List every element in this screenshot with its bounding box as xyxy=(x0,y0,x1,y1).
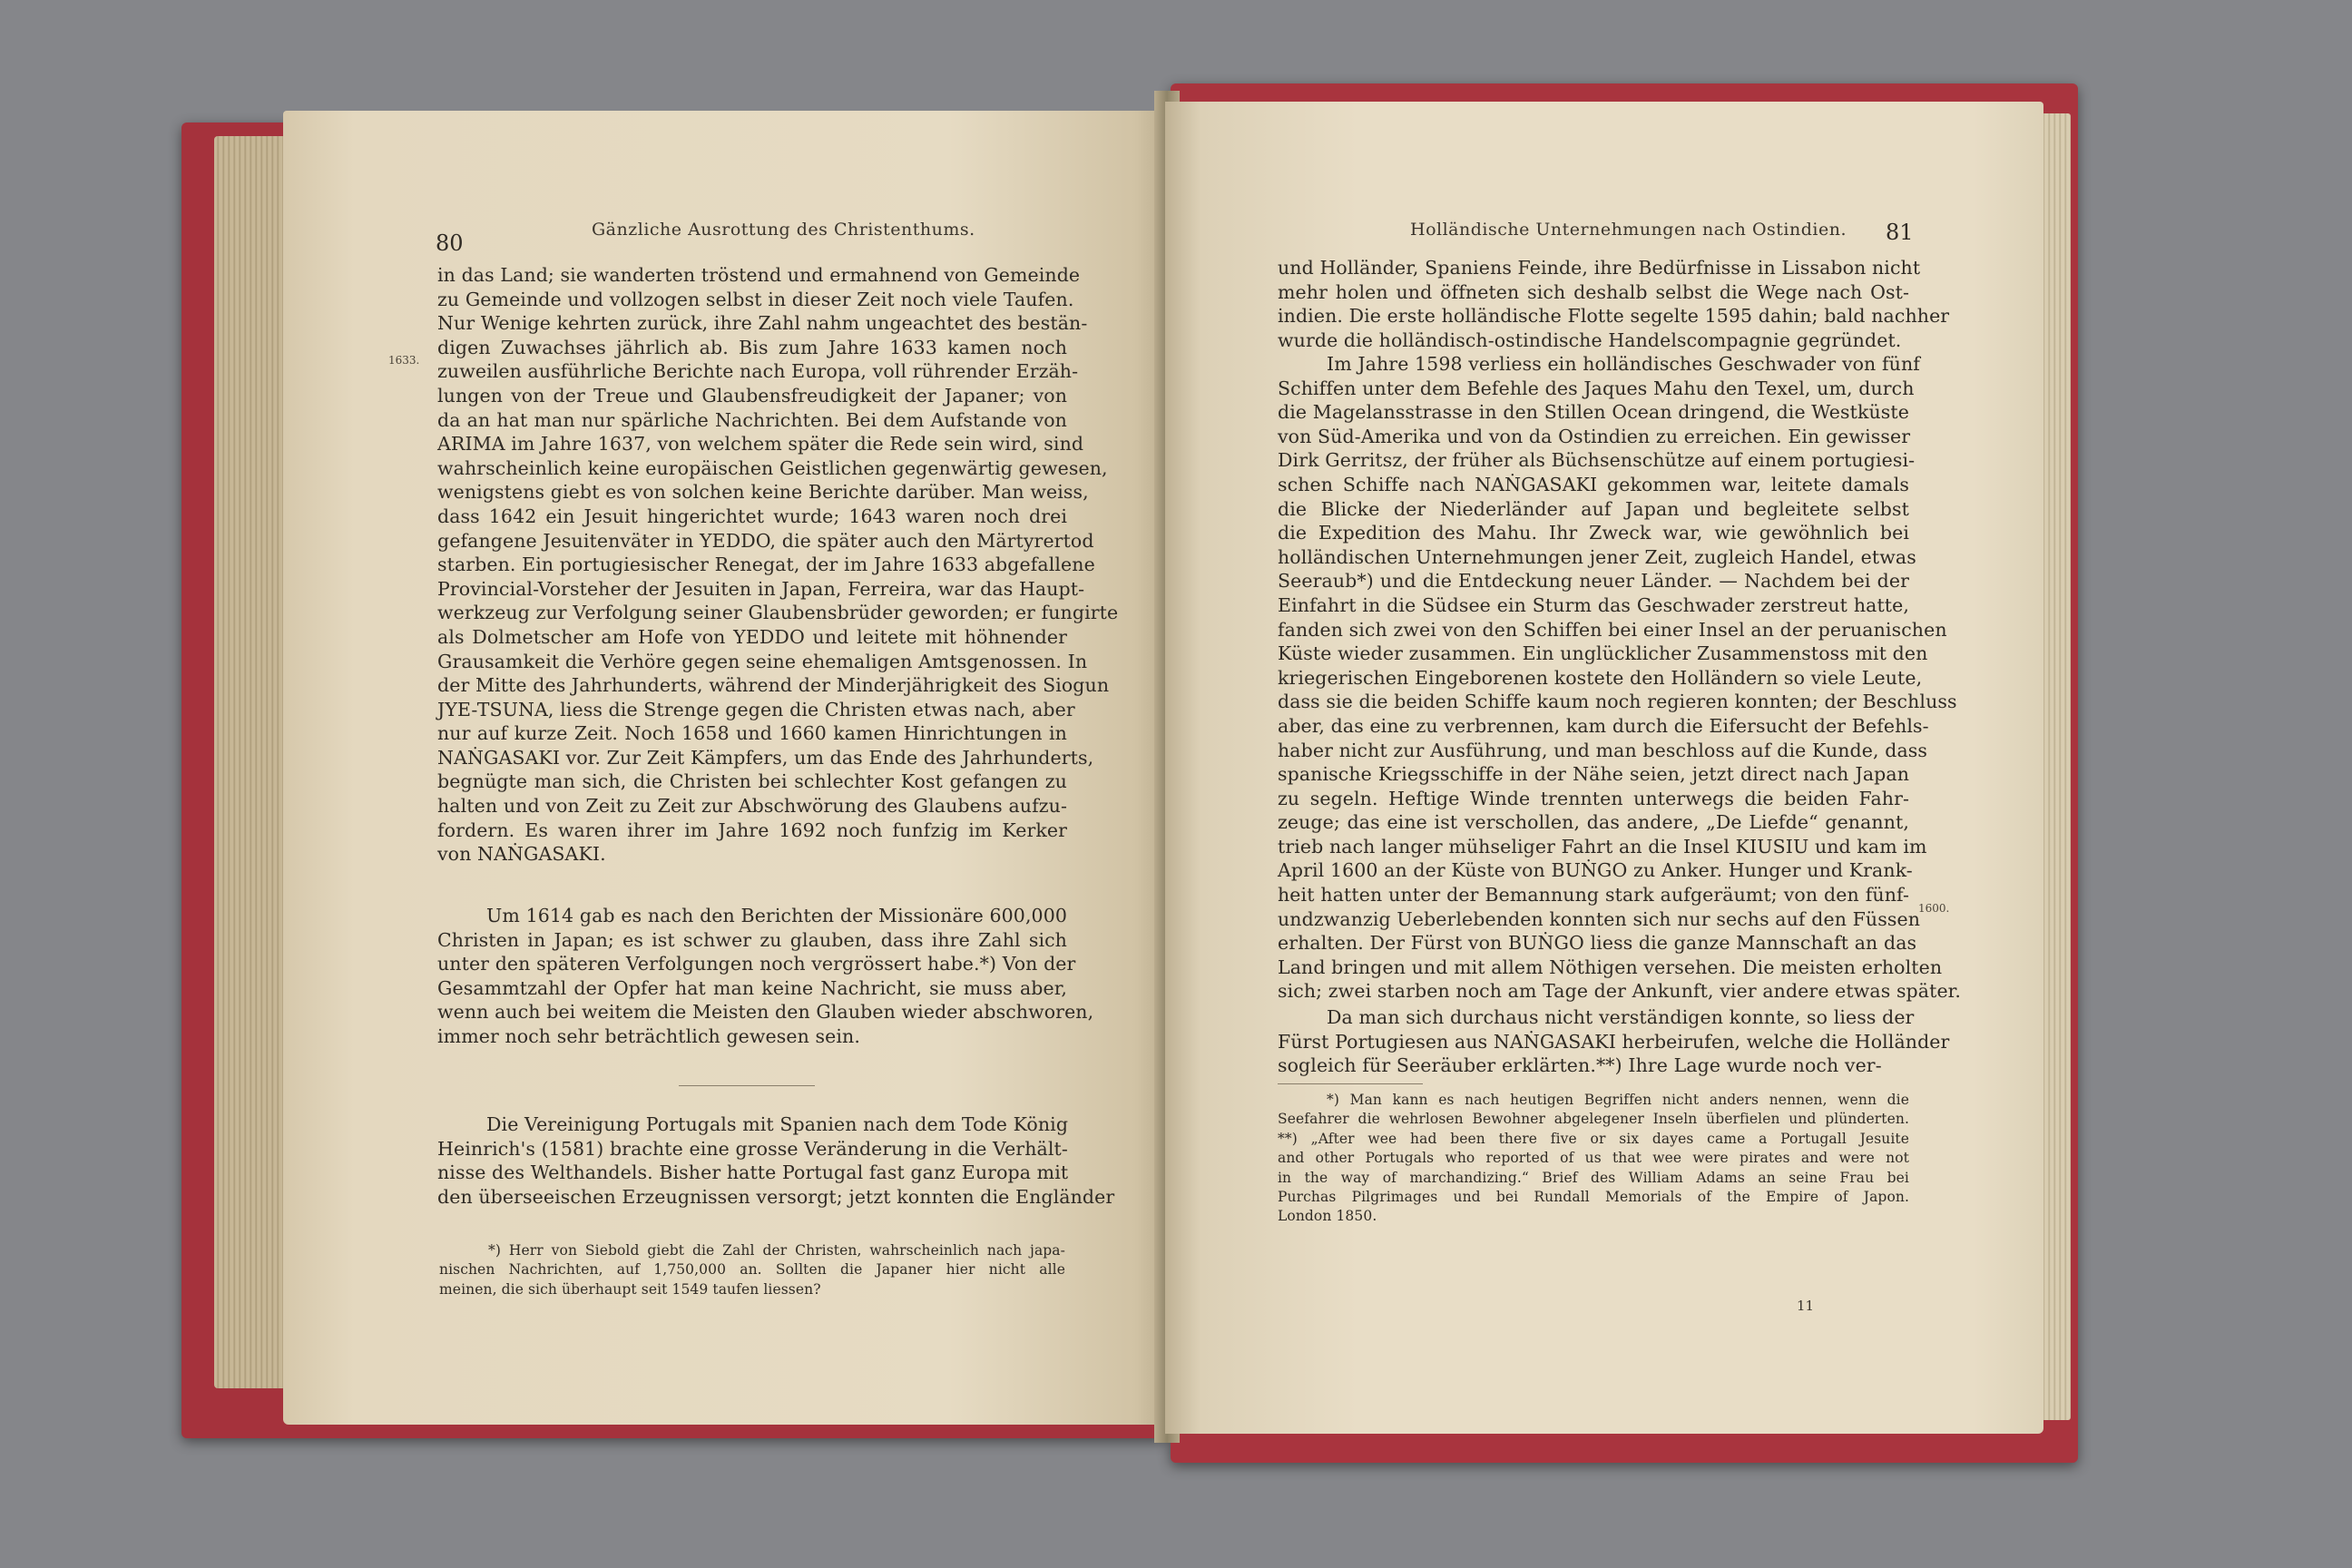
text-line: Einfahrt in die Südsee ein Sturm das Geschwader zerstreut hatte, xyxy=(1278,593,1909,616)
text-line: Christen in Japan; es ist schwer zu glauben, dass ihre Zahl sich xyxy=(437,928,1067,951)
text-line: dass 1642 ein Jesuit hingerichtet wurde; 1643 waren noch drei xyxy=(437,505,1067,527)
page-number: 80 xyxy=(436,230,464,256)
text-line: begnügte man sich, die Christen bei schlechter Kost gefangen zu xyxy=(437,770,1067,793)
text-line: indien. Die erste holländische Flotte segelte 1595 dahin; bald nachher xyxy=(1278,305,1950,328)
text-line: immer noch sehr beträchtlich gewesen sein. xyxy=(437,1024,860,1047)
text-line: meinen, die sich überhaupt seit 1549 taufen liessen? xyxy=(439,1280,821,1298)
text-line: fanden sich zwei von den Schiffen bei einer Insel an der peruanischen xyxy=(1278,618,1947,641)
text-line: Provincial-Vorsteher der Jesuiten in Japan, Ferreira, war das Haupt- xyxy=(437,577,1085,600)
text-line: dass sie die beiden Schiffe kaum noch regieren konnten; der Beschluss xyxy=(1278,691,1957,713)
page-number: 81 xyxy=(1886,220,1914,245)
text-line: schen Schiffe nach NAṄGASAKI gekommen war, leitete damals xyxy=(1278,473,1909,495)
text-line: starben. Ein portugiesischer Renegat, der im Jahre 1633 abgefallene xyxy=(437,554,1095,576)
text-line: Fürst Portugiesen aus NAṄGASAKI herbeirufen, welche die Holländer xyxy=(1278,1030,1950,1053)
text-line: in the way of marchandizing.“ Brief des William Adams an seine Frau bei xyxy=(1278,1169,1909,1186)
text-line: werkzeug zur Verfolgung seiner Glaubensbrüder geworden; er fungirte xyxy=(437,602,1119,624)
text-line: mehr holen und öffneten sich deshalb selbst die Wege nach Ost- xyxy=(1278,280,1909,303)
text-line: wahrscheinlich keine europäischen Geistlichen gegenwärtig gewesen, xyxy=(437,456,1108,479)
text-line: nischen Nachrichten, auf 1,750,000 an. Sollten die Japaner hier nicht alle xyxy=(439,1261,1065,1279)
text-line: die Magelansstrasse in den Stillen Ocean dringend, die Westküste xyxy=(1278,401,1910,424)
text-line: sogleich für Seeräuber erklärten.**) Ihre Lage wurde noch ver- xyxy=(1278,1054,1882,1077)
text-line: Um 1614 gab es nach den Berichten der Missionäre 600,000 xyxy=(486,905,1067,926)
running-head: Holländische Unternehmungen nach Ostindien. xyxy=(1410,220,1847,240)
text-line: undzwanzig Ueberlebenden konnten sich nur sechs auf den Füssen xyxy=(1278,907,1921,930)
body-text xyxy=(437,1112,1115,1209)
text-line: zeuge; das eine ist verschollen, das andere, „De Liefde“ genannt, xyxy=(1278,811,1909,834)
text-line: fordern. Es waren ihrer im Jahre 1692 noch funfzig im Kerker xyxy=(437,818,1067,841)
text-line: Die Vereinigung Portugals mit Spanien nach dem Tode König xyxy=(486,1113,1069,1135)
text-line: London 1850. xyxy=(1278,1208,1377,1225)
text-line: lungen von der Treue und Glaubensfreudigkeit der Japaner; von xyxy=(437,384,1067,407)
text-line: Schiffen unter dem Befehle des Jaques Mahu den Texel, um, durch xyxy=(1278,377,1915,399)
text-line: da an hat man nur spärliche Nachrichten. Bei dem Aufstande von xyxy=(437,408,1067,431)
margin-note: 1600. xyxy=(1918,902,1950,915)
text-line: kriegerischen Eingeborenen kostete den Holländern so viele Leute, xyxy=(1278,666,1923,689)
text-line: Seeraub*) und die Entdeckung neuer Länder. — Nachdem bei der xyxy=(1278,570,1909,593)
body-text xyxy=(437,263,1119,867)
text-line: halten und von Zeit zu Zeit zur Abschwörung des Glaubens aufzu- xyxy=(437,795,1067,818)
text-line: and other Portugals who reported of us that wee were pirates and were not xyxy=(1278,1150,1909,1167)
text-line: erhalten. Der Fürst von BUṄGO liess die ganze Mannschaft an das xyxy=(1278,932,1917,955)
text-line: sich; zwei starben noch am Tage der Ankunft, vier andere etwas später. xyxy=(1278,980,1961,1003)
printer-signature: 11 xyxy=(1797,1298,1815,1314)
text-line: haber nicht zur Ausführung, und man beschloss auf die Kunde, dass xyxy=(1278,739,1928,761)
text-line: zu Gemeinde und vollzogen selbst in dieser Zeit noch viele Taufen. xyxy=(437,288,1074,310)
text-line: Dirk Gerritsz, der früher als Büchsenschütze auf einem portugiesi- xyxy=(1278,449,1916,472)
text-line: Nur Wenige kehrten zurück, ihre Zahl nahm ungeachtet des bestän- xyxy=(437,312,1088,335)
text-line: wurde die holländisch-ostindische Handelscompagnie gegründet. xyxy=(1278,328,1902,351)
text-line: Küste wieder zusammen. Ein unglücklicher Zusammenstoss mit den xyxy=(1278,642,1928,665)
section-divider xyxy=(679,1085,815,1086)
text-line: Land bringen und mit allem Nöthigen versehen. Die meisten erholten xyxy=(1278,956,1943,978)
text-line: *) Herr von Siebold giebt die Zahl der Christen, wahrscheinlich nach japa- xyxy=(488,1242,1065,1259)
text-line: Seefahrer die wehrlosen Bewohner abgelegener Inseln überfielen und plünderten. xyxy=(1278,1111,1909,1128)
body-text xyxy=(1278,352,1961,1004)
running-head: Gänzliche Ausrottung des Christenthums. xyxy=(592,220,975,240)
text-line: nisse des Welthandels. Bisher hatte Portugal fast ganz Europa mit xyxy=(437,1161,1069,1184)
footnote-rule xyxy=(1278,1083,1423,1084)
right-page xyxy=(1165,102,2043,1434)
footnote xyxy=(439,1241,1065,1299)
text-line: und Holländer, Spaniens Feinde, ihre Bedürfnisse in Lissabon nicht xyxy=(1278,257,1921,279)
text-line: *) Man kann es nach heutigen Begriffen nicht anders nennen, wenn die xyxy=(1327,1092,1909,1108)
text-line: gefangene Jesuitenväter in YEDDO, die später auch den Märtyrertod xyxy=(437,529,1094,552)
margin-note: 1633. xyxy=(388,354,420,367)
text-line: den überseeischen Erzeugnissen versorgt; jetzt konnten die Engländer xyxy=(437,1185,1115,1208)
body-text xyxy=(437,904,1094,1049)
body-text xyxy=(1278,256,1950,352)
text-line: Da man sich durchaus nicht verständigen konnte, so liess der xyxy=(1327,1006,1915,1028)
text-line: ARIMA im Jahre 1637, von welchem später die Rede sein wird, sind xyxy=(437,433,1084,456)
text-line: Grausamkeit die Verhöre gegen seine ehemaligen Amtsgenossen. In xyxy=(437,650,1088,672)
text-line: als Dolmetscher am Hofe von YEDDO und leitete mit höhnender xyxy=(437,625,1067,648)
text-line: nur auf kurze Zeit. Noch 1658 und 1660 kamen Hinrichtungen in xyxy=(437,722,1067,745)
footnote xyxy=(1278,1091,1909,1227)
text-line: aber, das eine zu verbrennen, kam durch die Eifersucht der Befehls- xyxy=(1278,714,1929,737)
text-line: von Süd-Amerika und von da Ostindien zu erreichen. Ein gewisser xyxy=(1278,425,1911,447)
text-line: wenigstens giebt es von solchen keine Berichte darüber. Man weiss, xyxy=(437,481,1089,504)
text-line: wenn auch bei weitem die Meisten den Glauben wieder abschworen, xyxy=(437,1001,1094,1024)
text-line: Gesammtzahl der Opfer hat man keine Nachricht, sie muss aber, xyxy=(437,976,1067,999)
text-line: Purchas Pilgrimages und bei Rundall Memorials of the Empire of Japon. xyxy=(1278,1189,1909,1206)
text-line: von NAṄGASAKI. xyxy=(437,843,606,866)
text-line: April 1600 an der Küste von BUṄGO zu Anker. Hunger und Krank- xyxy=(1278,859,1913,882)
text-line: die Expedition des Mahu. Ihr Zweck war, wie gewöhnlich bei xyxy=(1278,522,1909,544)
text-line: in das Land; sie wanderten tröstend und ermahnend von Gemeinde xyxy=(437,264,1081,286)
text-line: der Mitte des Jahrhunderts, während der Minderjährigkeit des Siogun xyxy=(437,674,1110,697)
text-line: digen Zuwachses jährlich ab. Bis zum Jahre 1633 kamen noch xyxy=(437,336,1067,358)
text-line: unter den späteren Verfolgungen noch vergrössert habe.*) Von der xyxy=(437,953,1076,975)
text-line: JYE-TSUNA, liess die Strenge gegen die Christen etwas nach, aber xyxy=(437,698,1075,720)
text-line: **) „After wee had been there five or six dayes came a Portugall Jesuite xyxy=(1278,1130,1909,1147)
text-line: holländischen Unternehmungen jener Zeit, zugleich Handel, etwas xyxy=(1278,545,1916,568)
text-line: zu segeln. Heftige Winde trennten unterwegs die beiden Fahr- xyxy=(1278,787,1909,809)
text-line: NAṄGASAKI vor. Zur Zeit Kämpfers, um das Ende des Jahrhunderts, xyxy=(437,746,1094,769)
text-line: die Blicke der Niederländer auf Japan und begleitete selbst xyxy=(1278,497,1909,520)
left-page xyxy=(283,111,1171,1425)
text-line: spanische Kriegsschiffe in der Nähe seien, jetzt direct nach Japan xyxy=(1278,763,1909,786)
body-text xyxy=(1278,1005,1950,1078)
text-line: Im Jahre 1598 verliess ein holländisches Geschwader von fünf xyxy=(1327,353,1920,375)
text-line: heit hatten unter der Bemannung stark aufgeräumt; von den fünf- xyxy=(1278,884,1909,906)
text-line: trieb nach langer mühseliger Fahrt an die Insel KIUSIU und kam im xyxy=(1278,835,1927,858)
text-line: Heinrich's (1581) brachte eine grosse Veränderung in die Verhält- xyxy=(437,1137,1068,1160)
text-line: zuweilen ausführliche Berichte nach Europa, voll rührender Erzäh- xyxy=(437,360,1079,383)
